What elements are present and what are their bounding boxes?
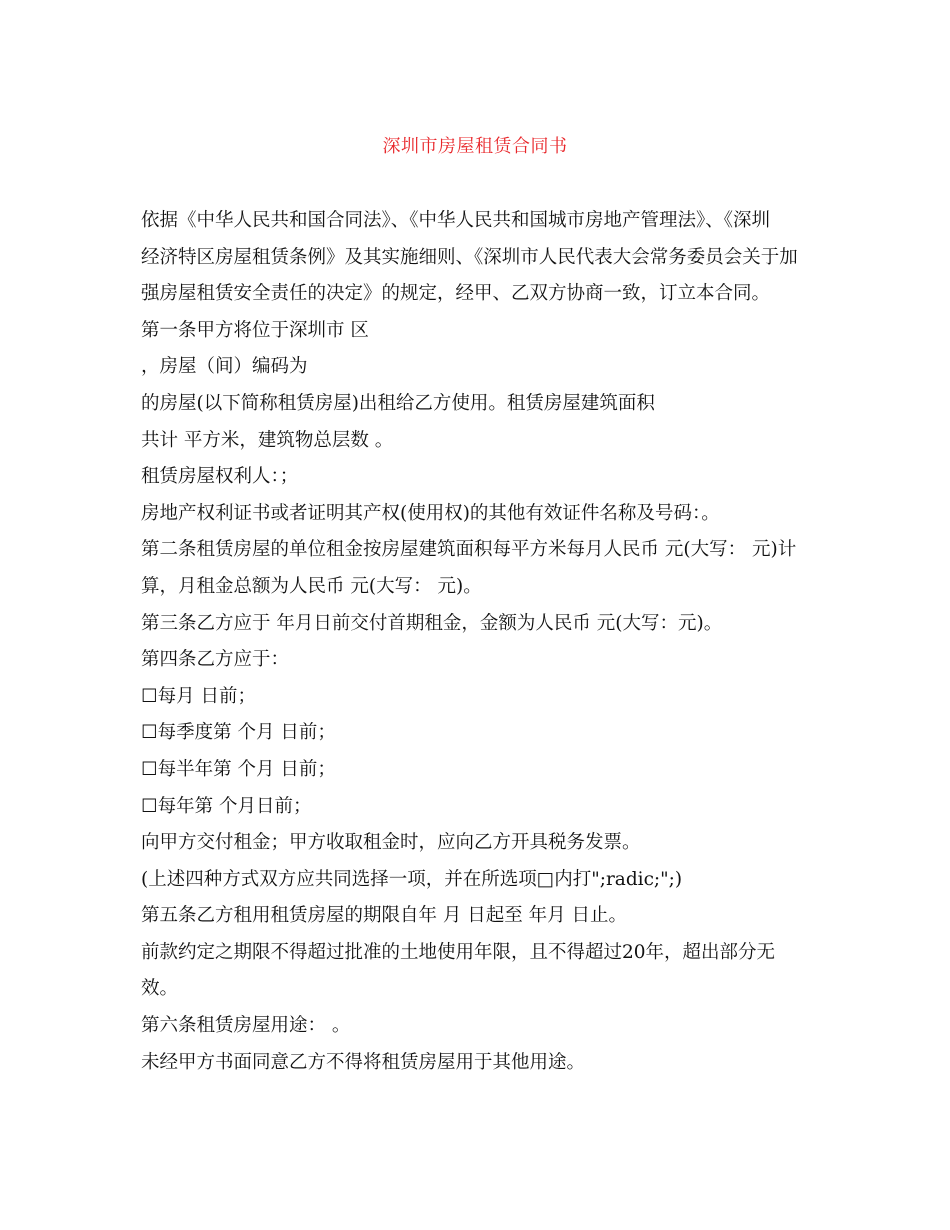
paragraph-line: 算，月租金总额为人民币 元(大写： 元)。: [141, 575, 482, 597]
paragraph-line: ，房屋（间）编码为: [141, 356, 308, 378]
checkbox-option-line: ☐每年第 个月日前；: [141, 795, 312, 817]
paragraph-line: 强房屋租赁安全责任的决定》的规定，经甲、乙双方协商一致，订立本合同。: [141, 283, 771, 305]
paragraph-line: 第五条乙方租用租赁房屋的期限自年 月 日起至 年月 日止。: [141, 905, 628, 927]
paragraph-line: 第三条乙方应于 年月日前交付首期租金，金额为人民币 元(大写：元)。: [141, 612, 723, 634]
paragraph-line: 未经甲方书面同意乙方不得将租赁房屋用于其他用途。: [141, 1051, 586, 1073]
paragraph-line: 向甲方交付租金；甲方收取租金时，应向乙方开具税务发票。: [141, 832, 641, 854]
paragraph-line: 效。: [141, 978, 179, 1000]
paragraph-line: 房地产权利证书或者证明其产权(使用权)的其他有效证件名称及号码：。: [141, 502, 720, 524]
checkbox-option-line: ☐每半年第 个月 日前；: [141, 758, 336, 780]
paragraph-line: 第六条租赁房屋用途： 。: [141, 1015, 351, 1037]
paragraph-line: 共计 平方米，建筑物总层数 。: [141, 429, 394, 451]
document-title: 深圳市房屋租赁合同书: [382, 136, 568, 157]
paragraph-line: 的房屋(以下简称租赁房屋)出租给乙方使用。租赁房屋建筑面积: [141, 392, 655, 414]
checkbox-option-line: ☐每月 日前；: [141, 685, 256, 707]
paragraph-line: 前款约定之期限不得超过批准的土地使用年限，且不得超过20年，超出部分无: [141, 941, 776, 963]
paragraph-line: 第四条乙方应于：: [141, 649, 290, 671]
paragraph-line: 第二条租赁房屋的单位租金按房屋建筑面积每平方米每月人民币 元(大写： 元)计: [141, 539, 797, 561]
document-body: [141, 203, 813, 1081]
checkbox-option-line: ☐每季度第 个月 日前；: [141, 722, 336, 744]
paragraph-line: 经济特区房屋租赁条例》及其实施细则、《深圳市人民代表大会常务委员会关于加: [141, 246, 798, 268]
paragraph-line: (上述四种方式双方应共同选择一项，并在所选项□内打";radic;";): [141, 868, 683, 890]
paragraph-line: 依据《中华人民共和国合同法》、《中华人民共和国城市房地产管理法》、《深圳: [141, 210, 771, 231]
paragraph-line: 租赁房屋权利人：；: [141, 466, 299, 488]
paragraph-line: 第一条甲方将位于深圳市 区: [141, 319, 369, 341]
